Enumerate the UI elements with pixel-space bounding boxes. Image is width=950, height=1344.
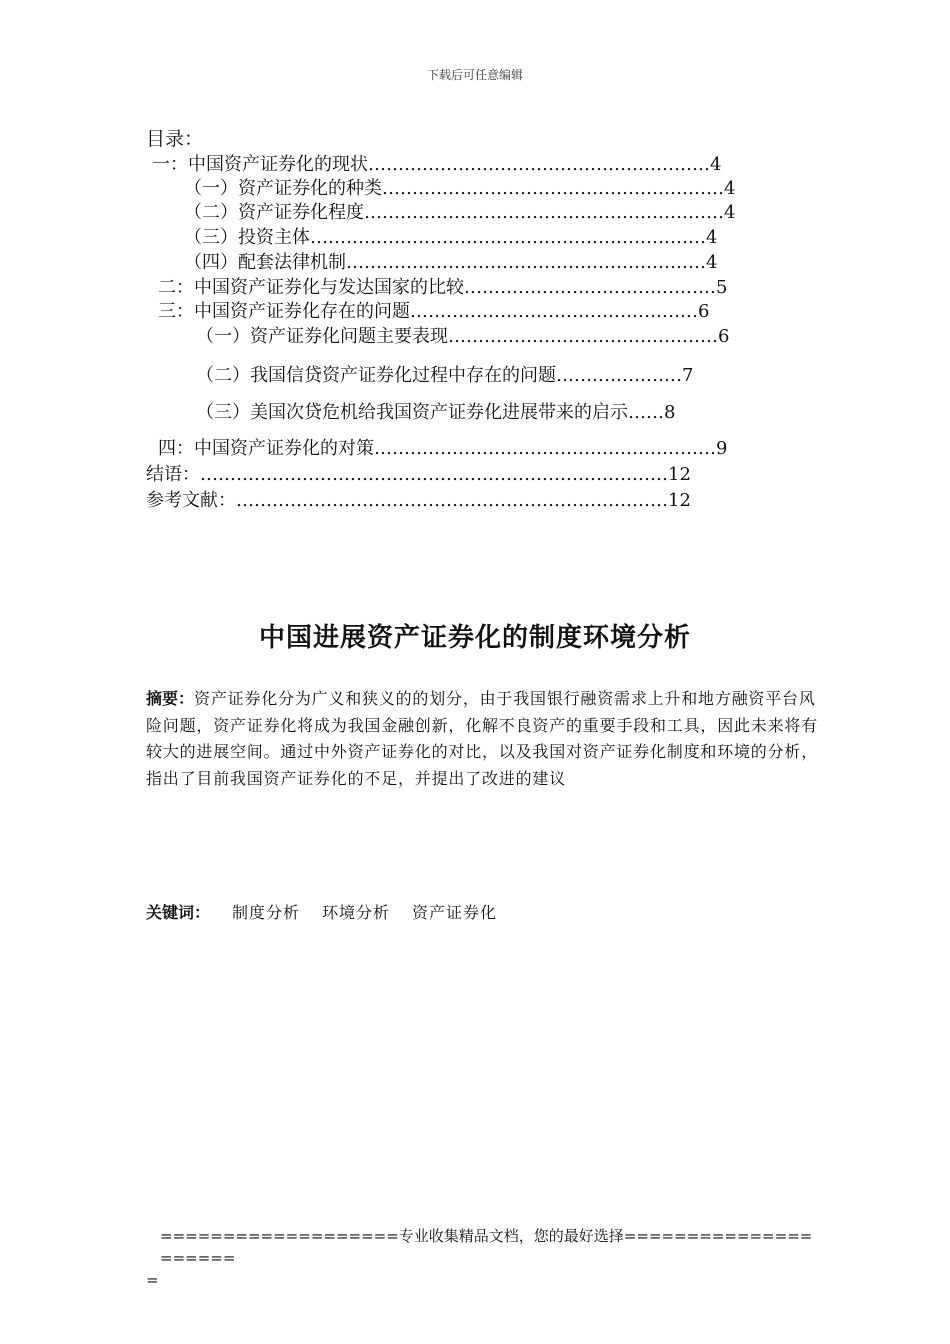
toc-entry-page: 12: [668, 464, 691, 485]
toc-entry-text: （一）资产证券化的种类: [184, 178, 382, 199]
toc-entry-dots: …………………………………………………………: [310, 227, 706, 248]
toc-entry[interactable]: [196, 402, 675, 424]
keywords-label: 关键词：: [146, 903, 211, 922]
toc-entry-page: 4: [710, 154, 722, 175]
toc-entry-page: 6: [698, 301, 710, 322]
toc-entry-page: 8: [664, 402, 676, 423]
abstract-text: 资产证券化分为广义和狭义的的划分，由于我国银行融资需求上升和地方融资平台风险问题，资产证券化将成为我国金融创新，化解不良资产的重要手段和工具，因此未来将有较大的进展空间。通过中外资产证券化的对比，以及我国对资产证券化制度和环境的分析，指出了目前我国资产证券化的不足，并提出了改进的建议: [146, 689, 819, 788]
toc-entry-page: 6: [718, 326, 730, 347]
toc-entry-dots: …………………………………………………: [382, 178, 724, 199]
toc-entry-dots: ………………………………………………………………: [236, 490, 668, 511]
toc-entry-text: 一：中国资产证券化的现状: [152, 154, 368, 175]
footer-line: =: [146, 1271, 159, 1289]
toc-title: 目录：: [146, 128, 204, 150]
toc-entry-text: （三）美国次贷危机给我国资产证券化进展带来的启示: [196, 402, 628, 423]
toc-entry-text: （二）资产证券化程度: [184, 202, 364, 223]
footer-note: [146, 1225, 818, 1291]
toc-entry-text: 参考文献：: [146, 490, 236, 511]
toc-entry-dots: ……………………………………………………: [346, 252, 706, 273]
toc-entry-text: （一）资产证券化问题主要表现: [196, 326, 448, 347]
footer-line: ===================专业收集精品文档，您的最好选择=====================: [160, 1227, 813, 1267]
toc-entry-page: 4: [724, 202, 736, 223]
toc-entry[interactable]: [146, 490, 691, 512]
toc-entry-dots: …………………………………………………: [374, 438, 716, 459]
toc-entry-dots: …………………………………………………: [368, 154, 710, 175]
toc-entry-dots: …………………………………………: [410, 301, 698, 322]
toc-entry-text: （四）配套法律机制: [184, 252, 346, 273]
toc-entry[interactable]: [184, 227, 717, 249]
toc-entry-text: 三：中国资产证券化存在的问题: [158, 301, 410, 322]
toc-entry[interactable]: [184, 202, 735, 224]
toc-entry-text: （三）投资主体: [184, 227, 310, 248]
toc-entry[interactable]: [152, 154, 721, 176]
toc-entry-page: 9: [716, 438, 728, 459]
keywords-line: [146, 901, 497, 925]
toc-entry-dots: ……: [628, 402, 664, 423]
toc-entry-page: 4: [706, 227, 718, 248]
toc-entry[interactable]: [158, 277, 727, 299]
header-note: 下载后可任意编辑: [426, 68, 523, 82]
toc-entry-text: 四：中国资产证券化的对策: [158, 438, 374, 459]
toc-entry[interactable]: [196, 365, 693, 387]
toc-entry-page: 5: [716, 277, 728, 298]
toc-entry-page: 7: [682, 365, 694, 386]
toc-entry-dots: ……………………………………………………………………: [200, 464, 668, 485]
toc-entry-page: 12: [668, 490, 691, 511]
abstract-label: 摘要：: [146, 689, 195, 708]
document-title: 中国进展资产证券化的制度环境分析: [258, 623, 691, 653]
toc-entry[interactable]: [184, 178, 735, 200]
toc-entry-text: 结语：: [146, 464, 200, 485]
toc-entry-text: （二）我国信贷资产证券化过程中存在的问题: [196, 365, 556, 386]
toc-entry-dots: ……………………………………: [464, 277, 716, 298]
keyword: 制度分析: [232, 903, 301, 922]
toc-entry-text: 二：中国资产证券化与发达国家的比较: [158, 277, 464, 298]
toc-entry-page: 4: [724, 178, 736, 199]
abstract-paragraph: [146, 686, 818, 792]
toc-entry[interactable]: [158, 438, 727, 460]
toc-entry[interactable]: [196, 326, 729, 348]
toc-entry[interactable]: [146, 464, 691, 486]
toc-entry-dots: …………………: [556, 365, 682, 386]
keyword: 环境分析: [322, 903, 391, 922]
toc-entry-dots: ………………………………………: [448, 326, 718, 347]
toc-entry-page: 4: [706, 252, 718, 273]
keyword: 资产证券化: [412, 903, 498, 922]
toc-entry-dots: ……………………………………………………: [364, 202, 724, 223]
toc-entry[interactable]: [158, 301, 709, 323]
toc-entry[interactable]: [184, 252, 717, 274]
